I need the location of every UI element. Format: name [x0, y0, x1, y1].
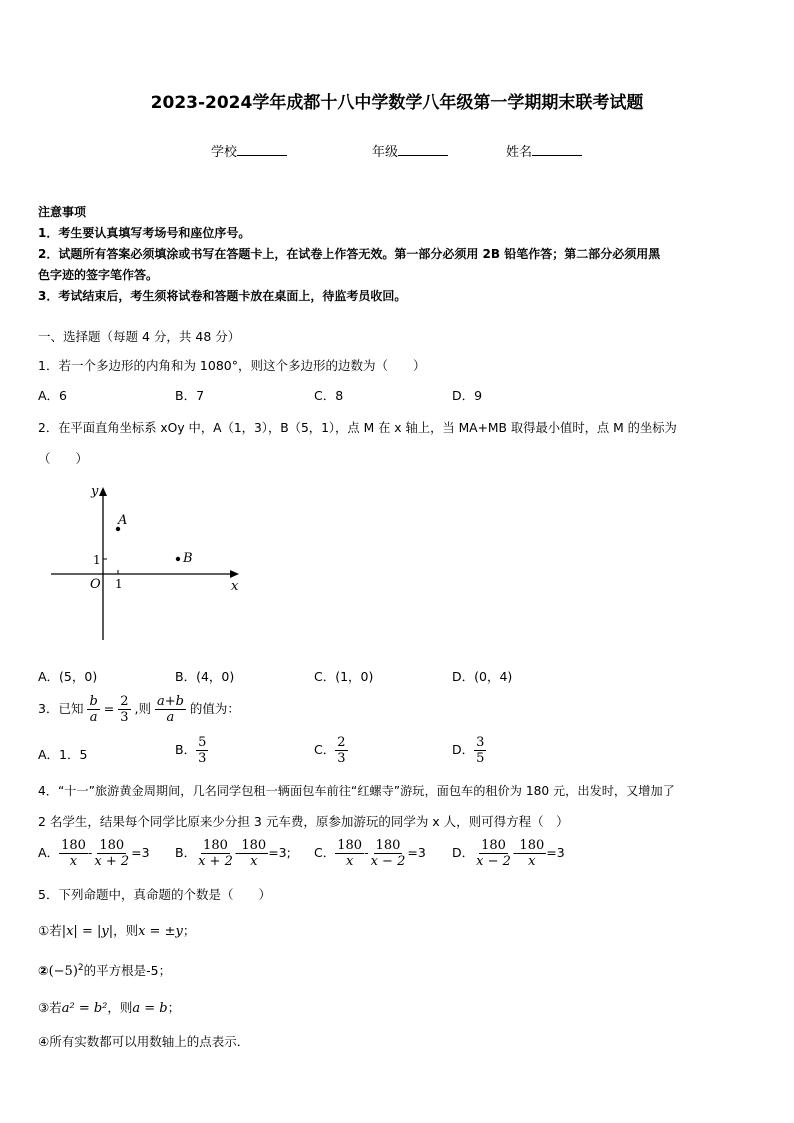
- question-2-stem: 2．在平面直角坐标系 xOy 中，A（1，3），B（5，1），点 M 在 x 轴上，当 MA+MB 取得最小值时，点 M 的坐标为: [38, 421, 677, 435]
- q3-fraction-b-over-a: $\frac{b}{a}$: [89, 694, 98, 725]
- note-item: 2．试题所有答案必须填涂或书写在答题卡上，在试卷上作答无效。第一部分必须用 2B 铅笔作答；第二部分必须用黑: [38, 247, 661, 261]
- q2-option-a[interactable]: A．(5，0): [38, 669, 98, 684]
- point-b-label: B: [183, 551, 193, 566]
- coordinate-graph: [45, 480, 245, 645]
- x-tick-label: 1: [115, 577, 123, 591]
- y-tick-label: 1: [93, 553, 101, 567]
- q1-option-c[interactable]: C．8: [314, 388, 344, 403]
- question-4-line1: 4．“十一”旅游黄金周期间，几名同学包租一辆面包车前往“红螺寺”游玩，面包车的租价为 180 元，出发时，又增加了: [38, 784, 675, 798]
- q5-statement-2: $②(-5)^2$的平方根是-5；: [38, 962, 172, 979]
- origin-label: O: [90, 577, 101, 592]
- question-1-stem: 1．若一个多边形的内角和为 1080°，则这个多边形的边数为（ ）: [38, 358, 426, 373]
- q1-option-a[interactable]: A．6: [38, 388, 68, 403]
- y-axis-label: y: [91, 484, 99, 499]
- note-item: 1．考生要认真填写考场号和座位序号。: [38, 226, 251, 240]
- q3-option-d[interactable]: D． $\frac{3}{5}$: [452, 735, 485, 766]
- question-4-line2: 2 名学生，结果每个同学比原来少分担 3 元车费，原参加游玩的同学为 x 人，则可得方程（ ）: [38, 814, 569, 829]
- school-label: 学校: [211, 145, 238, 160]
- question-5-stem: 5．下列命题中，真命题的个数是（ ）: [38, 887, 271, 902]
- q4-option-a[interactable]: A． $\frac{180}{x}$ - $\frac{180}{x + 2}$ =3: [38, 838, 150, 869]
- q2-option-c[interactable]: C．(1，0): [314, 669, 374, 684]
- point-a-label: A: [118, 513, 128, 528]
- q3-option-b[interactable]: B． $\frac{5}{3}$: [175, 735, 207, 766]
- name-label: 姓名: [506, 145, 533, 160]
- q2-option-b[interactable]: B．(4，0): [175, 669, 235, 684]
- note-item: 色字迹的签字笔作答。: [38, 268, 159, 282]
- q4-option-d[interactable]: D． $\frac{180}{x - 2}$ - $\frac{180}{x}$ =3: [452, 838, 565, 869]
- section-heading: 一、选择题（每题 4 分，共 48 分）: [38, 329, 241, 344]
- q3-fraction-two-thirds: $\frac{2}{3}$: [120, 694, 129, 725]
- school-field[interactable]: [211, 141, 287, 160]
- grade-field[interactable]: [372, 141, 448, 160]
- question-2-paren: （ ）: [38, 451, 89, 466]
- q4-option-c[interactable]: C． $\frac{180}{x}$ - $\frac{180}{x - 2}$ =3: [314, 838, 426, 869]
- q5-statement-4: ④所有实数都可以用数轴上的点表示．: [38, 1034, 250, 1049]
- q3-option-c[interactable]: C． $\frac{2}{3}$: [314, 735, 346, 766]
- q1-option-d[interactable]: D．9: [452, 388, 483, 403]
- name-field[interactable]: [506, 141, 582, 160]
- q3-option-a[interactable]: A．1．5: [38, 747, 88, 762]
- x-axis-arrow: [230, 570, 239, 578]
- q3-prefix: 3．已知: [38, 701, 84, 716]
- note-item: 3．考试结束后，考生须将试卷和答题卡放在桌面上，待监考员收回。: [38, 289, 407, 303]
- x-axis-label: x: [231, 579, 239, 594]
- q2-option-d[interactable]: D．(0，4): [452, 669, 513, 684]
- q5-statement-1: ①若|x| = |y|，则x = ±y；: [38, 923, 196, 939]
- page-title: 2023-2024学年成都十八中学数学八年级第一学期期末联考试题: [150, 93, 644, 113]
- notes-heading: 注意事项: [38, 205, 87, 219]
- point-b: [176, 557, 180, 561]
- q1-option-b[interactable]: B．7: [175, 388, 205, 403]
- q4-option-b[interactable]: B． $\frac{180}{x + 2}$ - $\frac{180}{x}$ =3;: [175, 838, 291, 869]
- q5-statement-3: ③若a² = b²，则a = b；: [38, 1000, 181, 1016]
- y-axis-arrow: [99, 487, 107, 496]
- grade-label: 年级: [372, 145, 399, 160]
- question-3-stem: 3．已知 $\frac{b}{a}$ = $\frac{2}{3}$ ,则 $\frac{a+b}{a}$ 的值为：: [38, 694, 240, 725]
- q3-fraction-target: $\frac{a+b}{a}$: [156, 694, 184, 725]
